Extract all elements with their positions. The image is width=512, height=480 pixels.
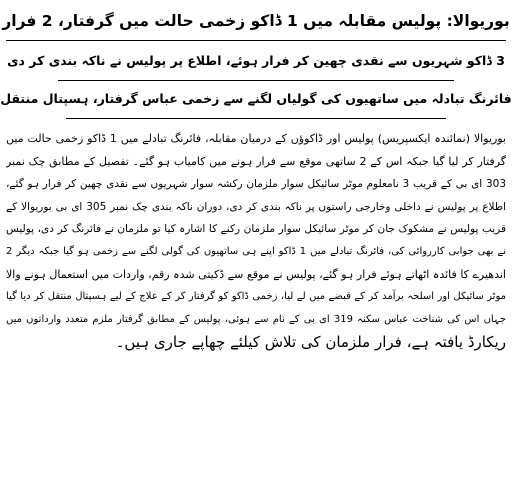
headline-divider bbox=[58, 80, 454, 81]
body-line: اطلاع پر پولیس نے داخلی وخارجی راستوں پر ناکہ بندی کر دی، دوران ناکہ بندی چک نمبر 305 ای بی بوریوالا کے bbox=[6, 200, 506, 213]
body-line: قریب پولیس نے مشکوک جان کر موٹر سائیکل سوار ملزمان رکنے کا اشارہ کیا تو ملزمان نے فائرنگ کر دی، پولیس bbox=[6, 223, 506, 236]
headline-divider bbox=[6, 40, 506, 41]
headline-sub-1: 3 ڈاکو شہریوں سے نقدی چھین کر فرار ہوئے، اطلاع پر پولیس نے ناکہ بندی کر دی bbox=[7, 53, 505, 68]
headline-main: بوریوالا: پولیس مقابلہ میں 1 ڈاکو زخمی حالت میں گرفتار، 2 فرار bbox=[2, 12, 510, 30]
body-line: موٹر سائیکل اور اسلحہ برآمد کر کے قبضے میں لے لیا، زخمی ڈاکو کو گرفتار کر کے علاج کے لیے ہسپتال منتقل کر دیا گیا bbox=[6, 291, 506, 303]
body-line: اندھیرے کا فائدہ اٹھاتے ہوئے فرار ہو گئے، پولیس نے موقع سے ڈکیتی شدہ رقم، واردات میں استعمال ہونے والا bbox=[6, 267, 506, 281]
headline-divider bbox=[66, 118, 446, 119]
body-line-last: ریکارڈ یافتہ ہے، فرار ملزمان کی تلاش کیلئے چھاپے جاری ہیں۔ bbox=[115, 333, 506, 352]
body-line: بوریوالا (نمائندہ ایکسپریس) پولیس اور ڈاکوؤں کے درمیان مقابلہ، فائرنگ تبادلے میں 1 ڈاکو زخمی حالت میں bbox=[6, 132, 506, 145]
article-body bbox=[6, 128, 506, 354]
body-line: نے بھی جوابی کارروائی کی، فائرنگ تبادلے میں 1 ڈاکو اپنے ہی ساتھیوں کی گولی لگنے سے زخمی ہو گیا جبکہ دیگر 2 bbox=[6, 245, 506, 257]
body-line: جہاں اس کی شناخت عباس سکنہ 319 ای بی کے نام سے ہوئی، پولیس کے مطابق گرفتار ملزم متعدد وارداتوں میں bbox=[6, 313, 506, 325]
body-line: گرفتار کر لیا گیا جبکہ اس کے 2 ساتھی موقع سے فرار ہونے میں کامیاب ہو گئے۔ تفصیل کے مطابق چک نمبر bbox=[6, 154, 506, 168]
headline-sub-2: فائرنگ تبادلہ میں ساتھیوں کی گولیاں لگنے سے زخمی عباس گرفتار، ہسپتال منتقل bbox=[0, 91, 512, 106]
body-line: 303 ای بی کے قریب 3 نامعلوم موٹر سائیکل سوار ملزمان رکشہ سوار شہریوں سے نقدی چھین کر فرار ہو گئے، bbox=[6, 178, 506, 191]
